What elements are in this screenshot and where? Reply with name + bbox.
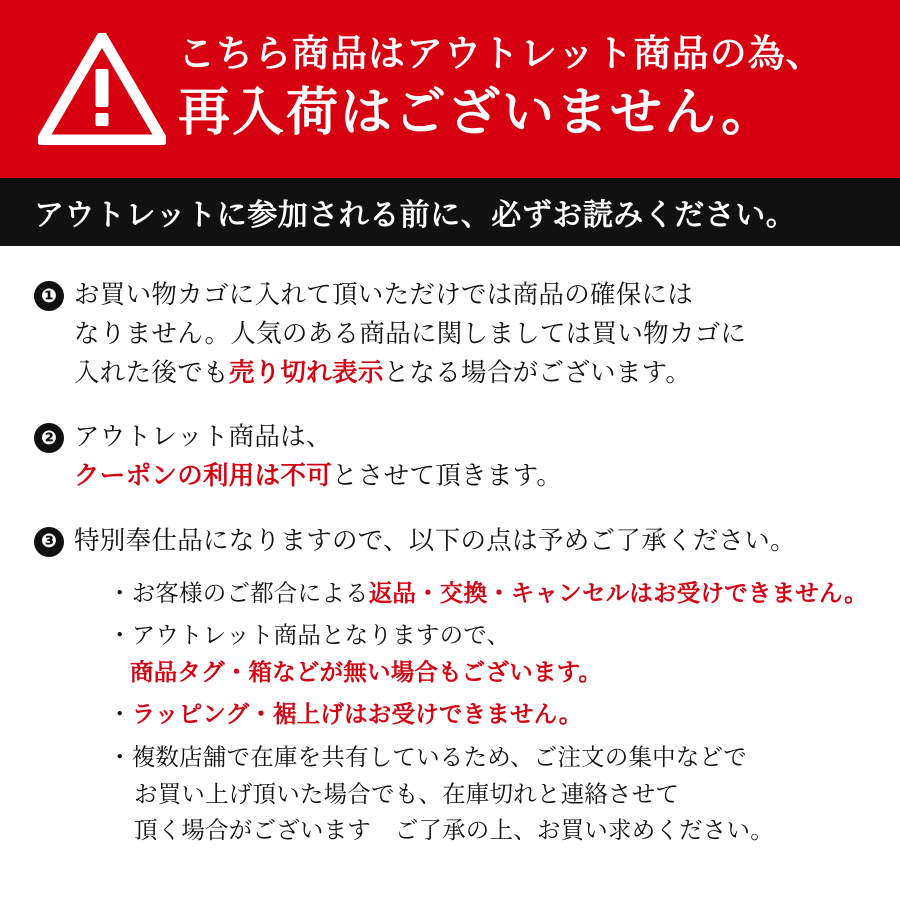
notice-content <box>0 246 900 851</box>
notice-item-1-body <box>74 276 870 392</box>
notice-item-2-number: ❷ <box>34 423 64 453</box>
notice-item-1-number: ❶ <box>34 281 64 311</box>
notice-sub-item-4-line-3: 頂く場合がございます ご了承の上、お買い求めください。 <box>134 817 774 844</box>
notice-sub-item-3 <box>108 696 870 733</box>
sub-banner-text: アウトレットに参加される前に、必ずお読みください。 <box>34 199 797 232</box>
notice-sub-item-1-highlight: 返品・交換・キャンセルはお受けできません。 <box>368 579 868 606</box>
notice-sub-item-4-prefix: ・複数店舗で在庫を共有しているため、ご注文の集中などで <box>108 744 747 771</box>
notice-item-3 <box>34 522 870 851</box>
notice-item-1-line-3 <box>74 354 870 393</box>
notice-item-3-body <box>74 522 870 851</box>
notice-item-3-number: ❸ <box>34 527 64 557</box>
notice-item-1 <box>34 276 870 392</box>
notice-item-1-highlight: 売り切れ表示 <box>228 358 384 387</box>
notice-sub-item-1 <box>108 575 870 612</box>
alert-headline-2: 再入荷はございません。 <box>178 83 776 142</box>
notice-item-2 <box>34 418 870 496</box>
notice-item-1-line-2: なりません。人気のある商品に関しましては買い物カゴに <box>74 319 747 348</box>
notice-item-2-line-1: アウトレット商品は、 <box>74 423 332 452</box>
alert-headline-1: こちら商品はアウトレット商品の為、 <box>178 33 824 75</box>
notice-item-1-line-3-pre: 入れた後でも <box>74 358 229 387</box>
notice-item-1-line-3-post: となる場合がございます。 <box>383 358 692 387</box>
notice-sub-item-4-line-2: お買い上げ頂いた場合でも、在庫切れと連絡させて <box>134 780 680 807</box>
notice-sub-item-3-highlight: ラッピング・裾上げはお受けできません。 <box>131 701 583 728</box>
notice-sub-item-4 <box>108 739 870 849</box>
notice-item-1-line-1: お買い物カゴに入れて頂いただけでは商品の確保には <box>74 281 694 309</box>
notice-sub-item-2-prefix: ・アウトレット商品となりますので、 <box>108 622 511 649</box>
notice-item-2-body <box>74 418 870 496</box>
warning-triangle-icon <box>32 33 172 145</box>
notice-sub-item-3-prefix: ・ <box>108 701 132 728</box>
alert-text-block <box>172 32 900 145</box>
notice-item-3-line-1: 特別奉仕品になりますので、以下の点は予めご了承ください。 <box>74 526 796 555</box>
notice-sub-item-1-prefix: ・お客様のご都合による <box>108 579 369 606</box>
notice-item-2-line-2-post: とさせて頂きます。 <box>332 462 563 490</box>
sub-banner <box>0 178 900 246</box>
notice-item-2-line-2 <box>74 457 870 496</box>
notice-item-3-sublist <box>74 575 870 850</box>
notice-sub-item-2 <box>108 617 870 690</box>
notice-sub-item-2-highlight: 商品タグ・箱などが無い場合もございます。 <box>130 658 603 685</box>
alert-banner <box>0 0 900 178</box>
notice-item-2-highlight: クーポンの利用は不可 <box>74 462 333 490</box>
